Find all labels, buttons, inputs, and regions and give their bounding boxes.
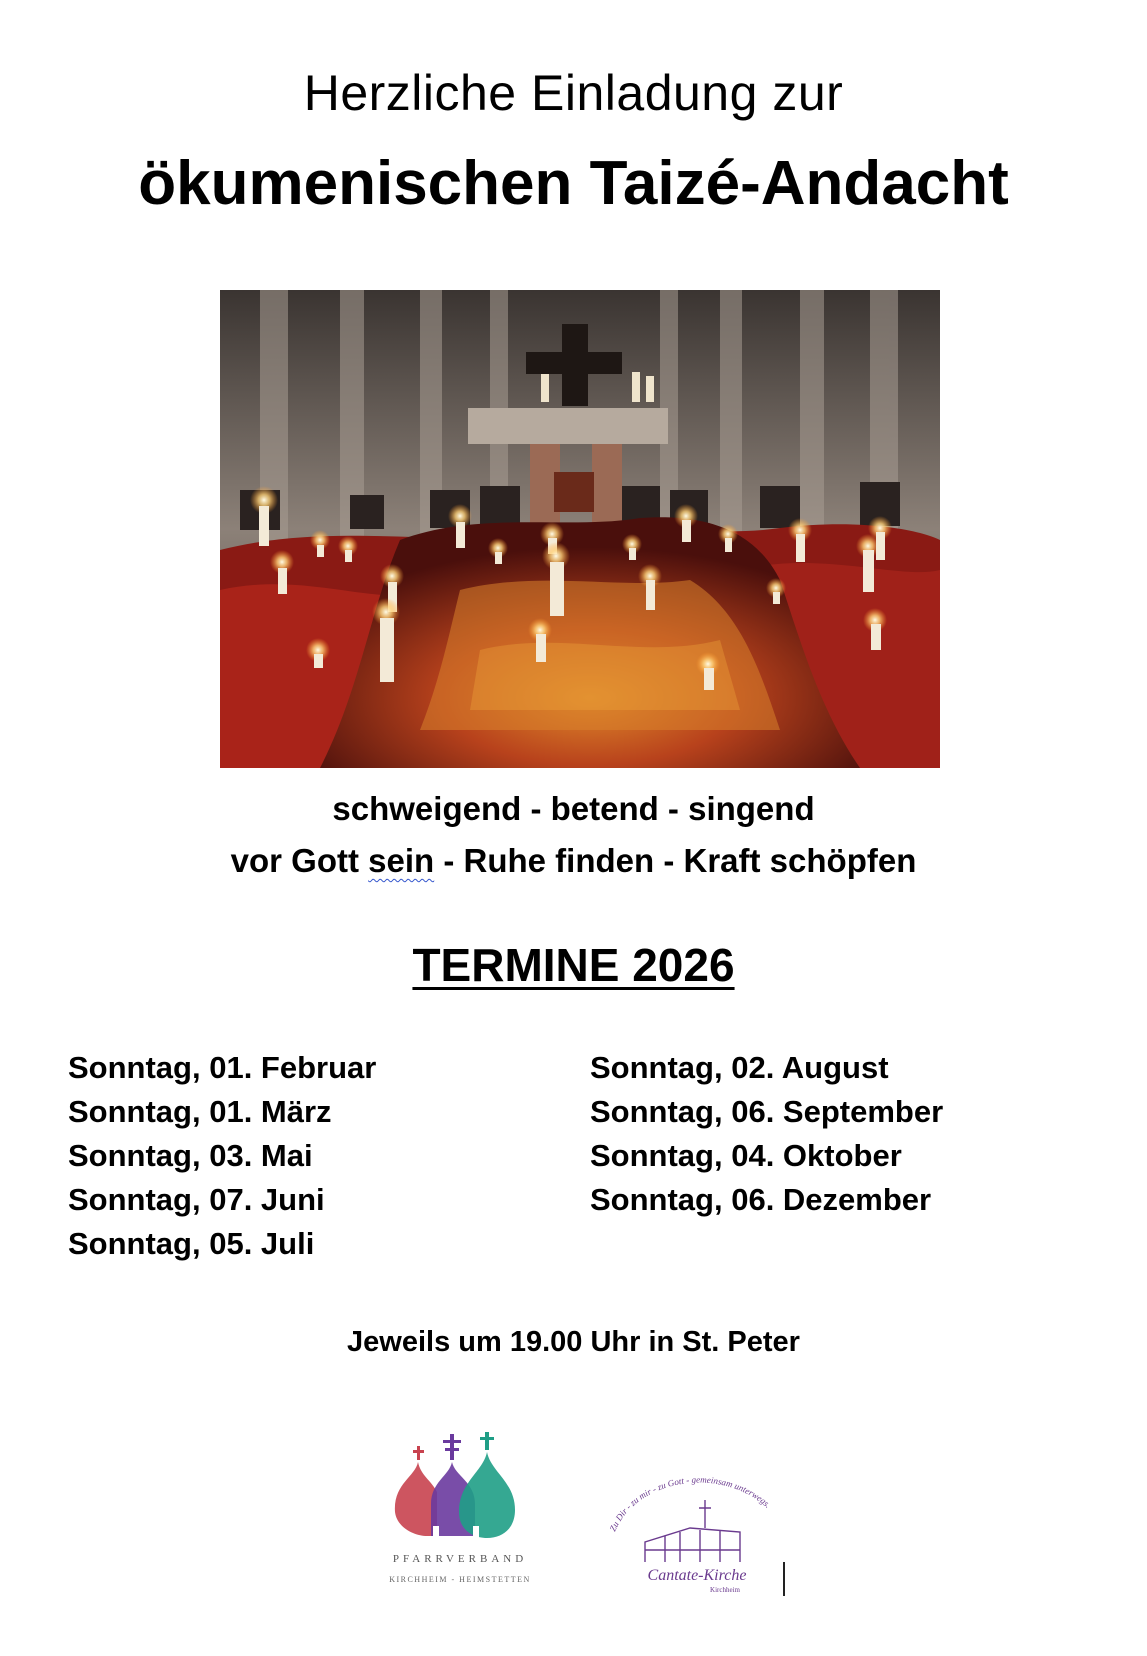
date-item: Sonntag, 06. Dezember — [590, 1182, 932, 1217]
dates-right-column — [590, 1046, 943, 1222]
invitation-intro: Herzliche Einladung zur — [303, 65, 844, 121]
cantate-subtitle: Kirchheim — [710, 1586, 740, 1594]
time-location-note: Jeweils um 19.00 Uhr in St. Peter — [347, 1326, 800, 1358]
page-title: ökumenischen Taizé-Andacht — [138, 149, 1009, 218]
pfarrverband-subtitle: KIRCHHEIM - HEIMSTETTEN — [389, 1575, 531, 1584]
dates-left-column — [68, 1046, 376, 1266]
date-item: Sonntag, 01. März — [68, 1094, 332, 1129]
date-item: Sonntag, 04. Oktober — [590, 1138, 902, 1173]
cantate-kirche-logo — [605, 1470, 795, 1600]
tagline-2-end: - Ruhe finden - Kraft schöpfen — [434, 842, 917, 879]
tagline-2 — [0, 842, 1147, 880]
schedule-heading: TERMINE 2026 — [412, 939, 735, 991]
date-item: Sonntag, 05. Juli — [68, 1226, 315, 1261]
date-item: Sonntag, 02. August — [590, 1050, 889, 1085]
pfarrverband-name: PFARRVERBAND — [392, 1553, 528, 1565]
date-item: Sonntag, 01. Februar — [68, 1050, 377, 1085]
spellcheck-marked-word: sein — [368, 842, 435, 879]
date-item: Sonntag, 07. Juni — [68, 1182, 325, 1217]
cantate-arc-path: Zu Dir - zu mir - zu Gott - gemeinsam unterwegs. — [607, 1474, 773, 1533]
tagline-2-start: vor Gott — [230, 842, 369, 879]
tagline-1: schweigend - betend - singend — [332, 790, 815, 827]
date-item: Sonntag, 06. September — [590, 1094, 944, 1129]
candles-altar-photo — [220, 290, 940, 768]
cantate-name: Cantate-Kirche — [647, 1567, 747, 1584]
date-item: Sonntag, 03. Mai — [68, 1138, 313, 1173]
cantate-arc-text — [608, 1475, 773, 1533]
pfarrverband-logo — [375, 1432, 545, 1602]
